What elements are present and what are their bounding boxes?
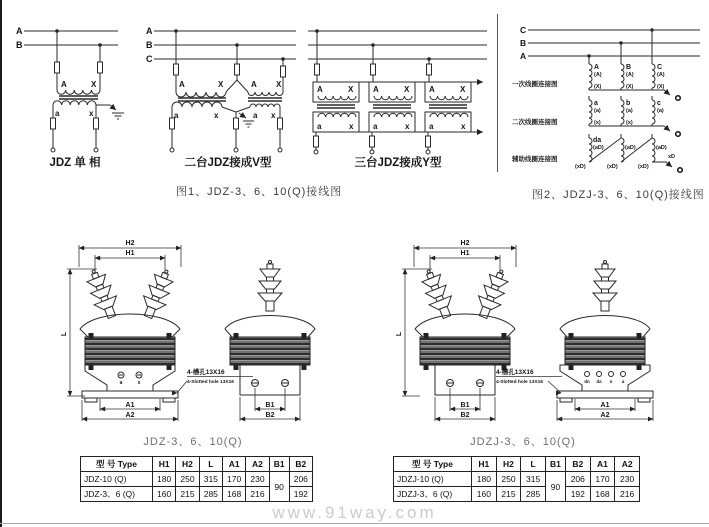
primary-terminal-X: X [276, 80, 282, 89]
secondary-terminal-x: x [349, 122, 354, 131]
value-cell: 285 [199, 487, 222, 502]
col-header: L [521, 457, 546, 472]
model-cell: JDZJ-3、6 (Q) [394, 487, 472, 502]
mounting-foot [163, 398, 175, 402]
base-plate [82, 391, 178, 398]
value-cell: 168 [590, 487, 615, 502]
aux-start-label: da [593, 137, 602, 144]
value-cell: 180 [472, 472, 497, 487]
model-cell: JDZ-3、6 (Q) [81, 487, 153, 502]
bus-lines [308, 29, 487, 61]
primary-terminal-X: X [460, 85, 466, 94]
fuse [235, 64, 240, 75]
value-cell: 315 [521, 472, 546, 487]
winding-end-mark: (xD) [607, 164, 618, 170]
jdz-dimension-table [80, 456, 313, 502]
fuse [370, 136, 375, 147]
cooling-band [85, 337, 175, 365]
note-en: 4-Slotted hole 13X16 [187, 380, 234, 385]
table-row [394, 472, 640, 487]
fuse [51, 118, 56, 129]
dim-label-b2: B2 [265, 412, 275, 419]
page-bottom-rule [0, 523, 709, 524]
value-cell-merged: 90 [545, 472, 565, 502]
value-cell: 315 [199, 472, 222, 487]
secondary-coil-1 [172, 102, 222, 107]
fuse [234, 118, 239, 129]
phase-label: a [594, 100, 598, 107]
fig1-caption: 图1、JDZ-3、6、10(Q)接线图 [176, 186, 343, 198]
value-cell: 160 [153, 487, 176, 502]
terminal-circle [170, 148, 174, 152]
col-header: A2 [246, 457, 269, 472]
winding-end-mark: (xD) [575, 164, 586, 170]
dim-label-l: L [396, 331, 403, 337]
primary-terminal-A: A [179, 80, 185, 89]
table-header-row [394, 457, 640, 472]
bus-lines [528, 28, 700, 57]
winding-end-mark: (X) [594, 84, 602, 90]
v-type-title: 二台JDZ接成V型 [184, 157, 272, 169]
fig1-wiring-svg [8, 20, 500, 175]
lv-terminal-stud [585, 372, 590, 377]
ground-symbol [243, 121, 254, 127]
phase-label: B [626, 64, 632, 71]
lv-terminal-stud [609, 372, 614, 377]
fuse [315, 64, 320, 75]
phase-label: C [657, 64, 663, 71]
table-row [81, 472, 313, 487]
primary-taps [315, 31, 432, 82]
secondary-leads [314, 132, 431, 154]
value-cell: 250 [496, 472, 521, 487]
single-phase-title: JDZ 单 相 [49, 157, 101, 169]
note-cn: 4-槽孔13X16 [496, 369, 534, 376]
mounting-foot [560, 398, 572, 402]
secondary-terminal-x: x [214, 111, 219, 120]
base-plate [557, 391, 653, 398]
primary-terminal-A: A [429, 85, 435, 94]
core [59, 96, 98, 99]
secondary-boxes [313, 112, 483, 132]
table-header-row [81, 457, 313, 472]
value-cell: 206 [565, 472, 590, 487]
bushing [593, 261, 617, 312]
winding-end-mark: (X) [657, 84, 665, 90]
dim-label-a1: A1 [600, 402, 610, 409]
value-cell: 170 [222, 472, 245, 487]
value-cell: 216 [246, 487, 269, 502]
dim-label-h2: H2 [460, 240, 470, 247]
value-cell-merged: 90 [269, 472, 289, 502]
col-header: H1 [472, 457, 497, 472]
neutral-terminal [676, 132, 681, 137]
terminal-circle [370, 150, 374, 154]
aux-output-label: xD [668, 154, 676, 160]
dim-label-b2: B2 [460, 412, 470, 419]
jdzj-side-view [557, 261, 653, 422]
base-box [240, 365, 300, 395]
slotted-hole-note [496, 367, 562, 393]
col-header: 型 号 Type [81, 457, 153, 472]
winding-start-mark: (A) [626, 72, 634, 78]
terminal-circle [278, 148, 282, 152]
fig2-wiring-svg [510, 18, 709, 178]
winding-end-mark: (X) [626, 84, 634, 90]
phase-label: c [657, 100, 661, 107]
bus-label-b: B [16, 40, 23, 50]
slotted-hole-note [177, 367, 253, 393]
value-cell: 180 [153, 472, 176, 487]
h1-dimension [430, 250, 500, 271]
col-header: 型 号 Type [394, 457, 472, 472]
secondary-terminal-a: a [253, 111, 258, 120]
fuse [427, 64, 432, 75]
terminal-label-a: a [621, 379, 625, 384]
value-cell: 168 [222, 487, 245, 502]
fuse [94, 118, 99, 129]
base-skirt [85, 365, 175, 391]
fuse [278, 118, 283, 129]
secondary-terminal-a: a [373, 122, 378, 131]
jdz-side-view [225, 261, 315, 422]
ground-symbol [112, 113, 124, 119]
terminal-circle [234, 148, 238, 152]
primary-coil [57, 90, 100, 94]
value-cell: 250 [176, 472, 199, 487]
value-cell: 215 [496, 487, 521, 502]
primary-boxes [313, 82, 483, 102]
fuse [426, 136, 431, 147]
value-cell: 192 [565, 487, 590, 502]
secondary-terminal-a: a [429, 122, 434, 131]
model-cell: JDZ-10 (Q) [81, 472, 153, 487]
secondary-terminal-x: x [271, 111, 276, 120]
phase-label: A [594, 64, 600, 71]
fig2-caption: 图2、JDZJ-3、6、10(Q)接线图 [532, 189, 705, 201]
secondary-terminal-x: x [461, 122, 466, 131]
primary-terminal-X: X [218, 80, 224, 89]
value-cell: 160 [472, 487, 497, 502]
terminal-circle [94, 148, 98, 152]
dim-label-h1: H1 [460, 250, 470, 257]
bushing-right [137, 266, 178, 322]
fuse [281, 66, 286, 77]
primary-terminal-X: X [404, 85, 410, 94]
v-type-diagram [146, 26, 296, 169]
winding-start-mark: (A) [657, 72, 665, 78]
bus-lines [154, 29, 296, 61]
scan-edge-left [0, 0, 2, 527]
bushing-left [417, 266, 458, 322]
note-cn: 4-槽孔13X16 [187, 369, 225, 376]
bus-label-b: B [146, 40, 153, 50]
cooling-band [230, 337, 310, 365]
jdz-drawing-caption: JDZ-3、6、10(Q) [143, 436, 243, 448]
primary-winding-row [589, 30, 680, 100]
winding-start-mark: (aD) [656, 145, 667, 151]
dim-label-l: L [61, 331, 68, 337]
terminal-label-n: n [609, 379, 613, 384]
terminal-label-da: da [596, 379, 602, 384]
mounting-foot [85, 398, 97, 402]
col-header: H2 [176, 457, 199, 472]
secondary-coil [53, 101, 96, 105]
neutral-terminal [676, 96, 681, 101]
col-header: H2 [496, 457, 521, 472]
primary-coil-2 [248, 92, 283, 96]
secondary-circuit [170, 102, 283, 152]
winding-start-mark: (aD) [593, 145, 604, 151]
bus-label-b: B [520, 38, 527, 48]
body-dome [80, 314, 180, 337]
watermark: www.91way.com [272, 503, 437, 522]
terminal-label-a: a [119, 380, 123, 386]
l-dimension [396, 269, 432, 396]
mounting-foot [638, 398, 650, 402]
col-header: L [199, 457, 222, 472]
note-en: 4-Slotted hole 13X16 [496, 380, 543, 385]
col-header: H1 [153, 457, 176, 472]
primary-terminal-A: A [373, 85, 379, 94]
value-cell: 170 [590, 472, 615, 487]
core [178, 98, 282, 101]
winding-start-mark: (a) [657, 108, 664, 114]
winding-start-mark: (a) [626, 108, 633, 114]
col-header: A1 [590, 457, 615, 472]
dim-label-h2: H2 [125, 240, 135, 247]
jdzj-drawing-caption: JDZJ-3、6、10(Q) [470, 436, 576, 448]
jdz-outline-drawing-svg [55, 233, 390, 433]
dim-label-a1: A1 [125, 402, 135, 409]
body-dome [415, 314, 515, 337]
terminal-label-x: x [137, 380, 141, 386]
dim-label-a2: A2 [125, 412, 135, 419]
secondary-terminal-x: x [405, 122, 410, 131]
winding-end-mark: (x) [594, 120, 601, 126]
fuse [55, 62, 60, 73]
bus-label-a: A [520, 51, 527, 61]
dim-label-b1: B1 [265, 402, 275, 409]
primary-terminal-X: X [91, 80, 97, 89]
value-cell: 230 [246, 472, 269, 487]
col-header: B2 [565, 457, 590, 472]
bus-label-c: C [520, 25, 527, 35]
secondary-row-label: 二次线圈连接图 [512, 119, 558, 126]
fuse [314, 136, 319, 147]
phase-label: b [626, 100, 631, 107]
terminal-circle [426, 150, 430, 154]
lv-terminal-stud [621, 372, 626, 377]
col-header: A2 [615, 457, 640, 472]
core [317, 105, 467, 108]
l-dimension [61, 269, 97, 396]
value-cell: 230 [615, 472, 640, 487]
secondary-coil-2 [250, 104, 280, 107]
fuse [174, 64, 179, 75]
primary-terminal-A: A [251, 80, 257, 89]
terminal-circle [314, 150, 318, 154]
secondary-terminal-x: x [89, 109, 94, 118]
fuse [371, 64, 376, 75]
model-cell: JDZJ-10 (Q) [394, 472, 472, 487]
h1-dimension [95, 250, 165, 271]
lv-terminal-stud [597, 372, 602, 377]
bushing-left [82, 266, 123, 322]
value-cell: 216 [615, 487, 640, 502]
col-header: B2 [289, 457, 312, 472]
value-cell: 285 [521, 487, 546, 502]
terminal-circle [51, 148, 55, 152]
a1-dimension [100, 399, 160, 411]
jdzj-dimension-table [393, 456, 640, 502]
secondary-terminal-a: a [174, 111, 179, 120]
winding-start-mark: (a) [594, 108, 601, 114]
bus-label-a: A [16, 26, 23, 36]
col-header: A1 [222, 457, 245, 472]
primary-circuit [174, 31, 286, 97]
bushing [258, 261, 282, 312]
cooling-band [420, 337, 510, 365]
single-phase-diagram [16, 26, 124, 169]
auxiliary-row-label: 辅助线圈连接图 [512, 156, 558, 163]
b1-dimension [450, 388, 480, 411]
primary-terminal-A: A [61, 80, 67, 89]
table-row [394, 487, 640, 502]
aux-output-terminal [678, 168, 683, 173]
cooling-band [565, 337, 645, 365]
winding-end-mark: (x) [626, 120, 633, 126]
col-header: B1 [545, 457, 565, 472]
secondary-circuit [51, 101, 125, 152]
base-box [435, 365, 495, 395]
bus-label-a: A [146, 26, 153, 36]
bus-lines [24, 29, 118, 47]
col-header: B1 [269, 457, 289, 472]
bushing-right [472, 266, 513, 322]
jdzj-front-view [396, 240, 516, 421]
winding-start-mark: (A) [594, 72, 602, 78]
value-cell: 192 [289, 487, 312, 502]
secondary-terminal-a: a [55, 109, 60, 118]
value-cell: 206 [289, 472, 312, 487]
y-type-title: 三台JDZ接成Y型 [354, 157, 442, 169]
primary-row-label: 一次线圈连接图 [512, 81, 558, 88]
b1-dimension [255, 388, 285, 411]
jdz-front-view [61, 240, 181, 421]
primary-coil-1 [176, 92, 226, 97]
primary-terminal-A: A [317, 85, 323, 94]
secondary-winding-row [589, 96, 680, 136]
a1-dimension [575, 399, 635, 411]
terminal-label-dn: dn [584, 379, 590, 384]
y-type-diagram [308, 29, 487, 169]
dim-label-h1: H1 [125, 250, 135, 257]
winding-end-mark: (xD) [638, 164, 649, 170]
dim-label-a2: A2 [600, 412, 610, 419]
primary-terminal-X: X [348, 85, 354, 94]
secondary-terminal-a: a [317, 122, 322, 131]
bus-label-c: C [146, 54, 153, 64]
value-cell: 215 [176, 487, 199, 502]
jdzj-outline-drawing-svg [390, 233, 709, 433]
dim-label-b1: B1 [460, 402, 470, 409]
fuse [98, 62, 103, 73]
winding-start-mark: (aD) [625, 145, 636, 151]
